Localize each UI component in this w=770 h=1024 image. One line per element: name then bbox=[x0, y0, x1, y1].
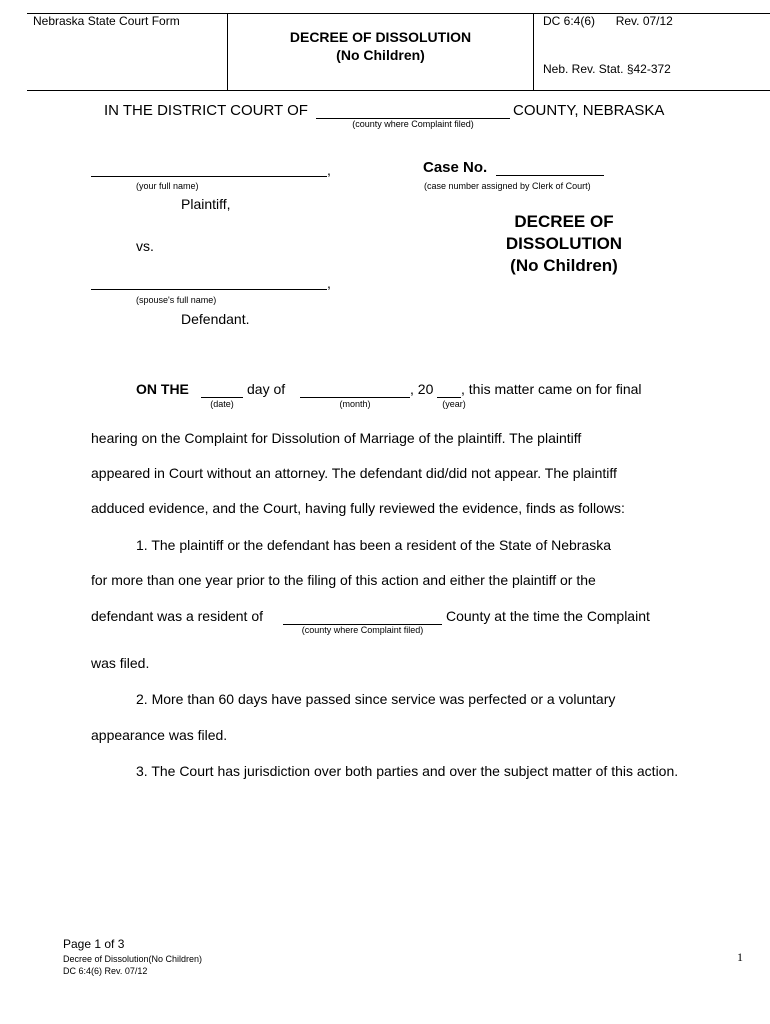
defendant-label: Defendant. bbox=[181, 311, 250, 327]
year-prefix-text: , 20 bbox=[410, 381, 434, 397]
form-label: Nebraska State Court Form bbox=[33, 14, 180, 28]
month-hint: (month) bbox=[339, 399, 371, 409]
form-revision: Rev. 07/12 bbox=[615, 14, 673, 28]
court-prefix: IN THE DISTRICT COURT OF bbox=[104, 102, 308, 119]
form-number-code: DC 6:4(6) bbox=[543, 14, 596, 28]
came-on-text: , this matter came on for final bbox=[461, 381, 642, 397]
body-line-4: adduced evidence, and the Court, having fully reviewed the evidence, finds as follows: bbox=[91, 500, 625, 516]
footer-page: Page 1 of 3 bbox=[63, 937, 125, 951]
decree-caption-line1: DECREE OF bbox=[514, 212, 614, 231]
case-no-label: Case No. bbox=[423, 159, 488, 176]
form-title-line2: (No Children) bbox=[336, 47, 425, 63]
finding-1-line-1: 1. The plaintiff or the defendant has been a resident of the State of Nebraska bbox=[136, 537, 612, 553]
decree-caption-line2: DISSOLUTION bbox=[505, 234, 623, 253]
footer-doc-title: Decree of Dissolution(No Children) bbox=[63, 954, 203, 964]
year-input[interactable] bbox=[437, 397, 461, 398]
on-the-label: ON THE bbox=[136, 381, 189, 397]
plaintiff-label: Plaintiff, bbox=[181, 196, 231, 212]
defendant-hint: (spouse's full name) bbox=[136, 295, 217, 305]
decree-caption-line3: (No Children) bbox=[510, 256, 618, 275]
form-title bbox=[228, 28, 533, 64]
header-bottom-rule bbox=[27, 90, 770, 91]
header-divider-right bbox=[533, 13, 534, 90]
day-input[interactable] bbox=[201, 397, 243, 398]
finding-2-line-2: appearance was filed. bbox=[91, 727, 228, 743]
finding-1-line-3-prefix: defendant was a resident of bbox=[91, 608, 264, 624]
plaintiff-comma: , bbox=[327, 162, 331, 178]
resident-county-hint: (county where Complaint filed) bbox=[301, 625, 424, 635]
plaintiff-hint: (your full name) bbox=[136, 181, 199, 191]
plaintiff-name-input[interactable] bbox=[91, 176, 327, 177]
footer-page-number: 1 bbox=[737, 950, 743, 964]
vs-label: vs. bbox=[136, 238, 154, 254]
defendant-name-input[interactable] bbox=[91, 289, 327, 290]
decree-caption-title bbox=[470, 211, 658, 277]
defendant-comma: , bbox=[327, 275, 331, 291]
finding-1-line-2: for more than one year prior to the filing of this action and either the plaintiff or the bbox=[91, 572, 596, 588]
case-no-input[interactable] bbox=[496, 175, 604, 176]
body-line-2: hearing on the Complaint for Dissolution of Marriage of the plaintiff. The plaintiff bbox=[91, 430, 582, 446]
footer-doc-code: DC 6:4(6) Rev. 07/12 bbox=[63, 966, 148, 976]
form-title-line1: DECREE OF DISSOLUTION bbox=[289, 29, 472, 45]
case-no-hint: (case number assigned by Clerk of Court) bbox=[424, 181, 591, 191]
date-hint: (date) bbox=[210, 399, 234, 409]
finding-1-line-3-suffix: County at the time the Complaint bbox=[446, 608, 650, 624]
county-hint: (county where Complaint filed) bbox=[352, 119, 474, 129]
court-suffix: COUNTY, NEBRASKA bbox=[513, 102, 665, 119]
form-number bbox=[543, 14, 673, 28]
statute-reference: Neb. Rev. Stat. §42-372 bbox=[543, 62, 671, 76]
month-input[interactable] bbox=[300, 397, 410, 398]
year-hint: (year) bbox=[442, 399, 466, 409]
day-of-text: day of bbox=[247, 381, 286, 397]
finding-2-line-1: 2. More than 60 days have passed since service was perfected or a voluntary bbox=[136, 691, 616, 707]
finding-3-line-1: 3. The Court has jurisdiction over both parties and over the subject matter of this action. bbox=[136, 763, 679, 779]
finding-1-line-4: was filed. bbox=[91, 655, 150, 671]
body-line-3: appeared in Court without an attorney. The defendant did/did not appear. The plaintiff bbox=[91, 465, 617, 481]
